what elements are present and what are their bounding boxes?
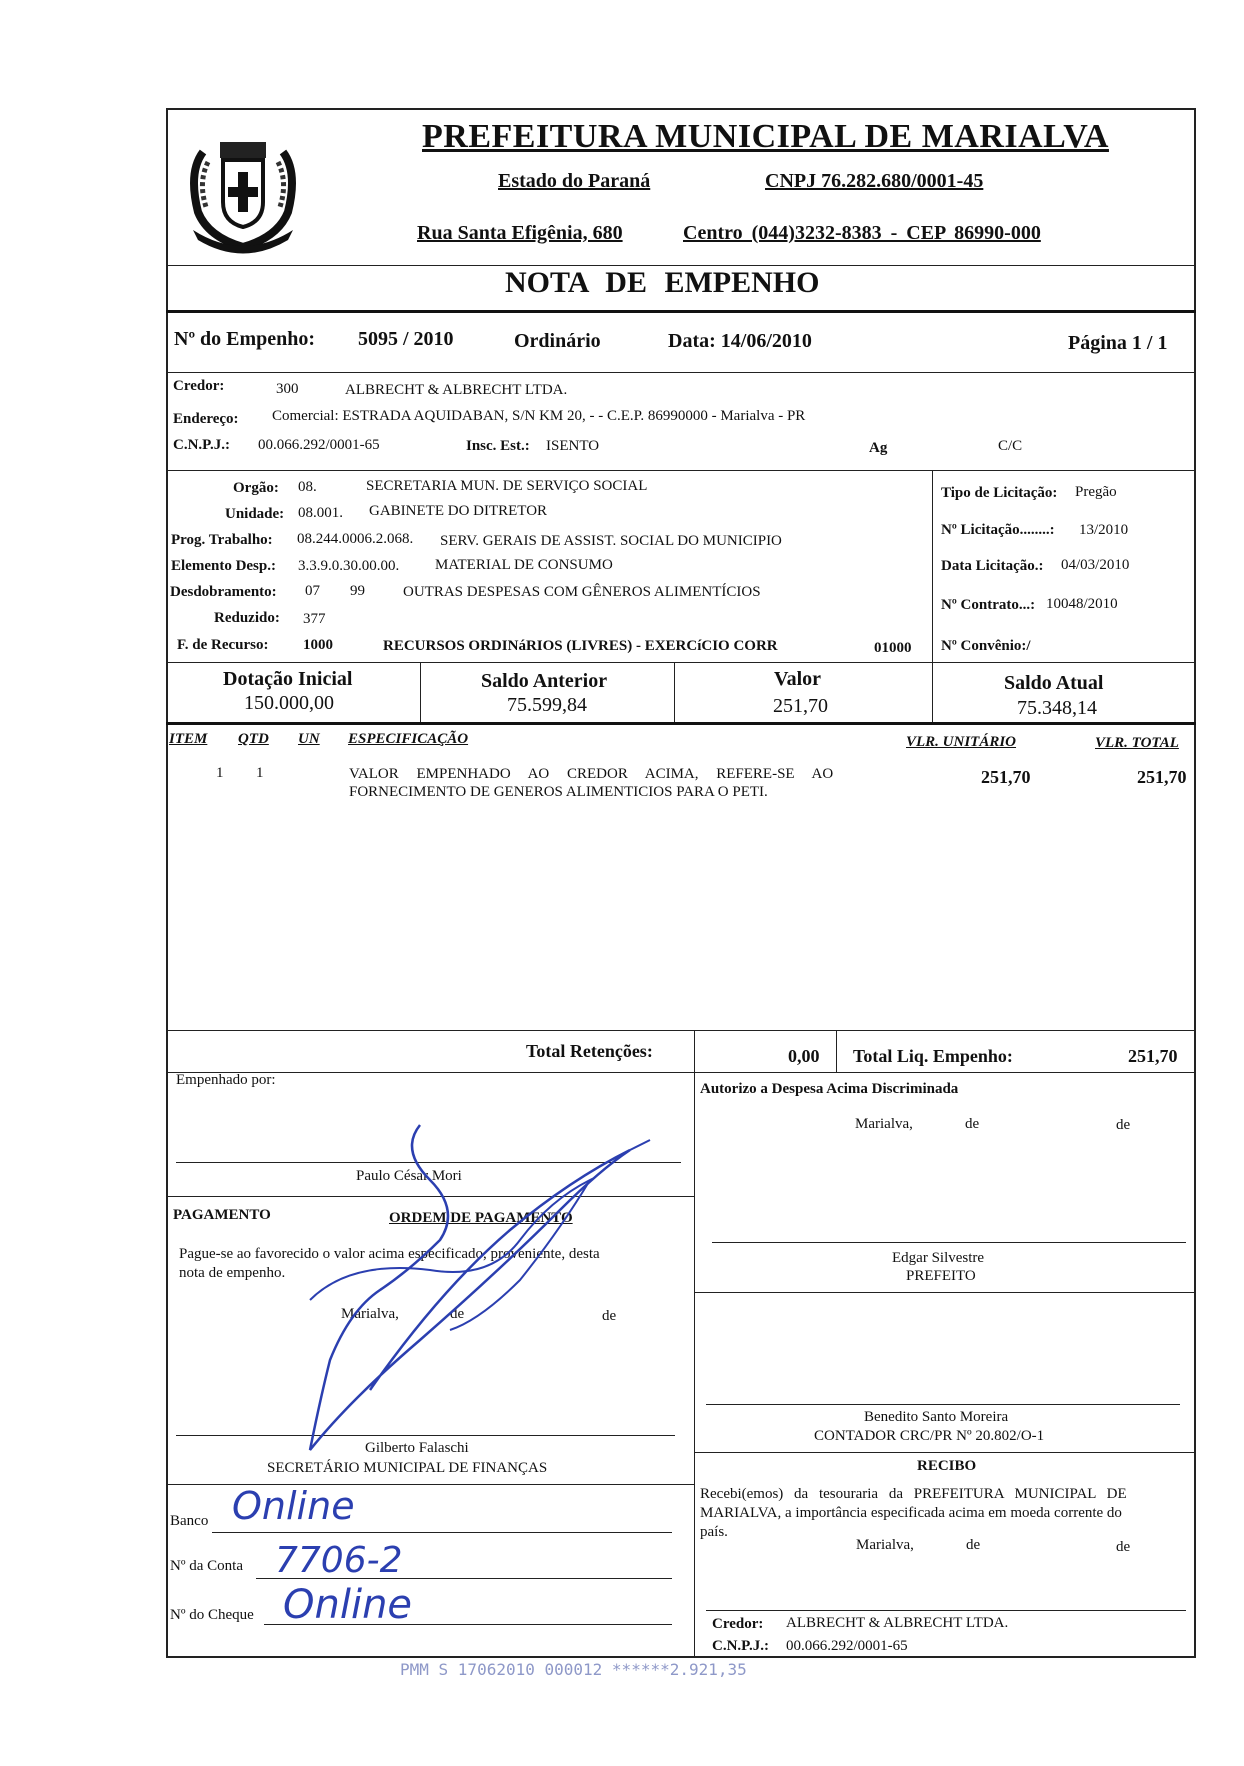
retencoes-value: 0,00	[788, 1046, 820, 1066]
empenho-number-label: Nº do Empenho:	[174, 328, 316, 350]
pague-se-line1: Pague-se ao favorecido o valor acima especificado, proveniente, desta	[179, 1246, 600, 1262]
pague-se-line2: nota de empenho.	[179, 1265, 286, 1281]
dotacao-value: 150.000,00	[244, 692, 334, 714]
autorizo-place: Marialva,	[855, 1116, 913, 1132]
valor-value: 251,70	[773, 695, 828, 717]
tipo-licitacao-label: Tipo de Licitação:	[941, 485, 1058, 501]
insc-value: ISENTO	[546, 438, 600, 454]
col-header-especificacao: ESPECIFICAÇÃO	[348, 731, 469, 747]
header-address: Centro (044)3232-8383 - CEP 86990-000	[683, 222, 1041, 244]
recurso-code-2: 01000	[874, 640, 912, 656]
autorizo-text: Autorizo a Despesa Acima Discriminada	[700, 1081, 959, 1097]
recibo-cnpj-value: 00.066.292/0001-65	[786, 1638, 908, 1654]
elemento-name: MATERIAL DE CONSUMO	[435, 557, 613, 573]
elemento-label: Elemento Desp.:	[171, 558, 276, 574]
contrato-label: Nº Contrato...:	[941, 597, 1036, 613]
conta-handwritten: 7706-2	[275, 1540, 403, 1581]
recibo-cnpj-label: C.N.P.J.:	[712, 1638, 769, 1654]
item-unit-value: 251,70	[981, 767, 1031, 787]
secretario-role: SECRETÁRIO MUNICIPAL DE FINANÇAS	[267, 1460, 548, 1476]
item-qtd: 1	[256, 765, 264, 781]
recibo-de-1: de	[966, 1537, 981, 1553]
account-label: C/C	[998, 438, 1023, 454]
contrato-value: 10048/2010	[1046, 596, 1118, 612]
col-header-un: UN	[298, 731, 320, 747]
orgao-name: SECRETARIA MUN. DE SERVIÇO SOCIAL	[366, 478, 648, 494]
pagamento-label: PAGAMENTO	[173, 1207, 271, 1223]
unidade-code: 08.001.	[298, 505, 343, 521]
convenio-label: Nº Convênio:/	[941, 638, 1031, 654]
licitacao-number-label: Nº Licitação........:	[941, 522, 1055, 538]
agency-label: Ag	[869, 440, 888, 456]
credor-name: ALBRECHT & ALBRECHT LTDA.	[345, 382, 568, 398]
prog-label: Prog. Trabalho:	[171, 532, 273, 548]
orgao-code: 08.	[298, 479, 317, 495]
prog-code: 08.244.0006.2.068.	[297, 531, 414, 547]
document-title: NOTA DE EMPENHO	[505, 266, 820, 299]
contador-role: CONTADOR CRC/PR Nº 20.802/O-1	[814, 1428, 1045, 1444]
empenhado-por-label: Empenhado por:	[176, 1072, 276, 1088]
unidade-label: Unidade:	[225, 506, 285, 522]
col-header-item: ITEM	[169, 731, 208, 747]
ordem-pagamento-label: ORDEM DE PAGAMENTO	[389, 1210, 573, 1226]
col-header-vlr-total: VLR. TOTAL	[1095, 735, 1179, 751]
secretario-name: Gilberto Falaschi	[365, 1440, 469, 1456]
desdobramento-b: 99	[350, 583, 365, 599]
recibo-place: Marialva,	[856, 1537, 914, 1553]
col-header-qtd: QTD	[238, 731, 269, 747]
secretary-signature-scribble	[290, 1120, 680, 1460]
valor-label: Valor	[774, 668, 822, 690]
header-cnpj: CNPJ 76.282.680/0001-45	[765, 170, 984, 192]
tipo-licitacao-value: Pregão	[1075, 484, 1117, 500]
elemento-code: 3.3.9.0.30.00.00.	[298, 558, 400, 574]
banco-handwritten: Online	[232, 1484, 355, 1528]
cheque-handwritten: Online	[283, 1582, 413, 1628]
unidade-name: GABINETE DO DITRETOR	[369, 503, 548, 519]
cheque-label: Nº do Cheque	[170, 1607, 254, 1623]
orgao-label: Orgão:	[233, 480, 279, 496]
autorizo-de-1: de	[965, 1116, 980, 1132]
header-state: Estado do Paraná	[498, 170, 651, 192]
prefeito-name: Edgar Silvestre	[892, 1250, 985, 1266]
saldo-anterior-label: Saldo Anterior	[481, 670, 608, 692]
col-header-vlr-unitario: VLR. UNITÁRIO	[906, 734, 1017, 750]
desdobramento-name: OUTRAS DESPESAS COM GÊNEROS ALIMENTÍCIOS	[403, 584, 761, 600]
saldo-anterior-value: 75.599,84	[507, 694, 587, 716]
endereco-value: Comercial: ESTRADA AQUIDABAN, S/N KM 20, - - C.E.P. 86990000 - Marialva - PR	[272, 408, 806, 424]
empenho-number-value: 5095 / 2010	[358, 328, 454, 350]
item-number: 1	[216, 765, 224, 781]
licitacao-date-label: Data Licitação.:	[941, 558, 1044, 574]
recibo-line2: MARIALVA, a importância especificada acima em moeda corrente do	[700, 1505, 1122, 1521]
header-title: PREFEITURA MUNICIPAL DE MARIALVA	[422, 118, 1109, 155]
item-description-line1: VALOR EMPENHADO AO CREDOR ACIMA, REFERE-SE AO	[349, 766, 834, 782]
conta-label: Nº da Conta	[170, 1558, 243, 1574]
empenho-type: Ordinário	[514, 330, 601, 352]
credor-code: 300	[276, 381, 299, 397]
recibo-de-2: de	[1116, 1539, 1131, 1555]
autorizo-de-2: de	[1116, 1117, 1131, 1133]
desdobramento-label: Desdobramento:	[170, 584, 277, 600]
cnpj-value: 00.066.292/0001-65	[258, 437, 380, 453]
saldo-atual-label: Saldo Atual	[1004, 672, 1104, 694]
pagamento-de-2: de	[602, 1308, 617, 1324]
saldo-atual-value: 75.348,14	[1017, 697, 1097, 719]
empenho-date: Data: 14/06/2010	[668, 330, 812, 352]
payment-stamp: PMM S 17062010 000012 ******2.921,35	[400, 1660, 747, 1679]
total-liquido-label: Total Liq. Empenho:	[853, 1046, 1013, 1066]
header-street: Rua Santa Efigênia, 680	[417, 222, 623, 244]
empenhado-por-name: Paulo César Mori	[356, 1168, 462, 1184]
recibo-line1: Recebi(emos) da tesouraria da PREFEITURA MUNICIPAL DE	[700, 1486, 1127, 1502]
total-liquido-value: 251,70	[1128, 1046, 1178, 1066]
recurso-code: 1000	[303, 637, 333, 653]
recurso-name: RECURSOS ORDINáRIOS (LIVRES) - EXERCíCIO CORR	[383, 638, 778, 654]
banco-label: Banco	[170, 1513, 209, 1529]
credor-label: Credor:	[173, 378, 225, 394]
reduzido-value: 377	[303, 611, 326, 627]
prog-name: SERV. GERAIS DE ASSIST. SOCIAL DO MUNICIPIO	[440, 533, 782, 549]
recurso-label: F. de Recurso:	[177, 637, 269, 653]
dotacao-label: Dotação Inicial	[223, 668, 353, 690]
licitacao-number-value: 13/2010	[1079, 522, 1129, 538]
page-number: Página 1 / 1	[1068, 332, 1168, 354]
recibo-title: RECIBO	[917, 1458, 977, 1474]
licitacao-date-value: 04/03/2010	[1061, 557, 1130, 573]
item-total-value: 251,70	[1137, 767, 1187, 787]
prefeito-role: PREFEITO	[906, 1268, 976, 1284]
item-description-line2: FORNECIMENTO DE GENEROS ALIMENTICIOS PARA O PETI.	[349, 784, 768, 800]
desdobramento-a: 07	[305, 583, 320, 599]
recibo-credor-value: ALBRECHT & ALBRECHT LTDA.	[786, 1615, 1009, 1631]
recibo-credor-label: Credor:	[712, 1616, 764, 1632]
contador-name: Benedito Santo Moreira	[864, 1409, 1009, 1425]
pagamento-de-1: de	[450, 1306, 465, 1322]
pagamento-place: Marialva,	[341, 1306, 399, 1322]
reduzido-label: Reduzido:	[214, 610, 280, 626]
recibo-line3: país.	[700, 1524, 728, 1540]
retencoes-label: Total Retenções:	[526, 1041, 653, 1061]
endereco-label: Endereço:	[173, 411, 239, 427]
cnpj-label: C.N.P.J.:	[173, 437, 230, 453]
insc-label: Insc. Est.:	[466, 438, 530, 454]
